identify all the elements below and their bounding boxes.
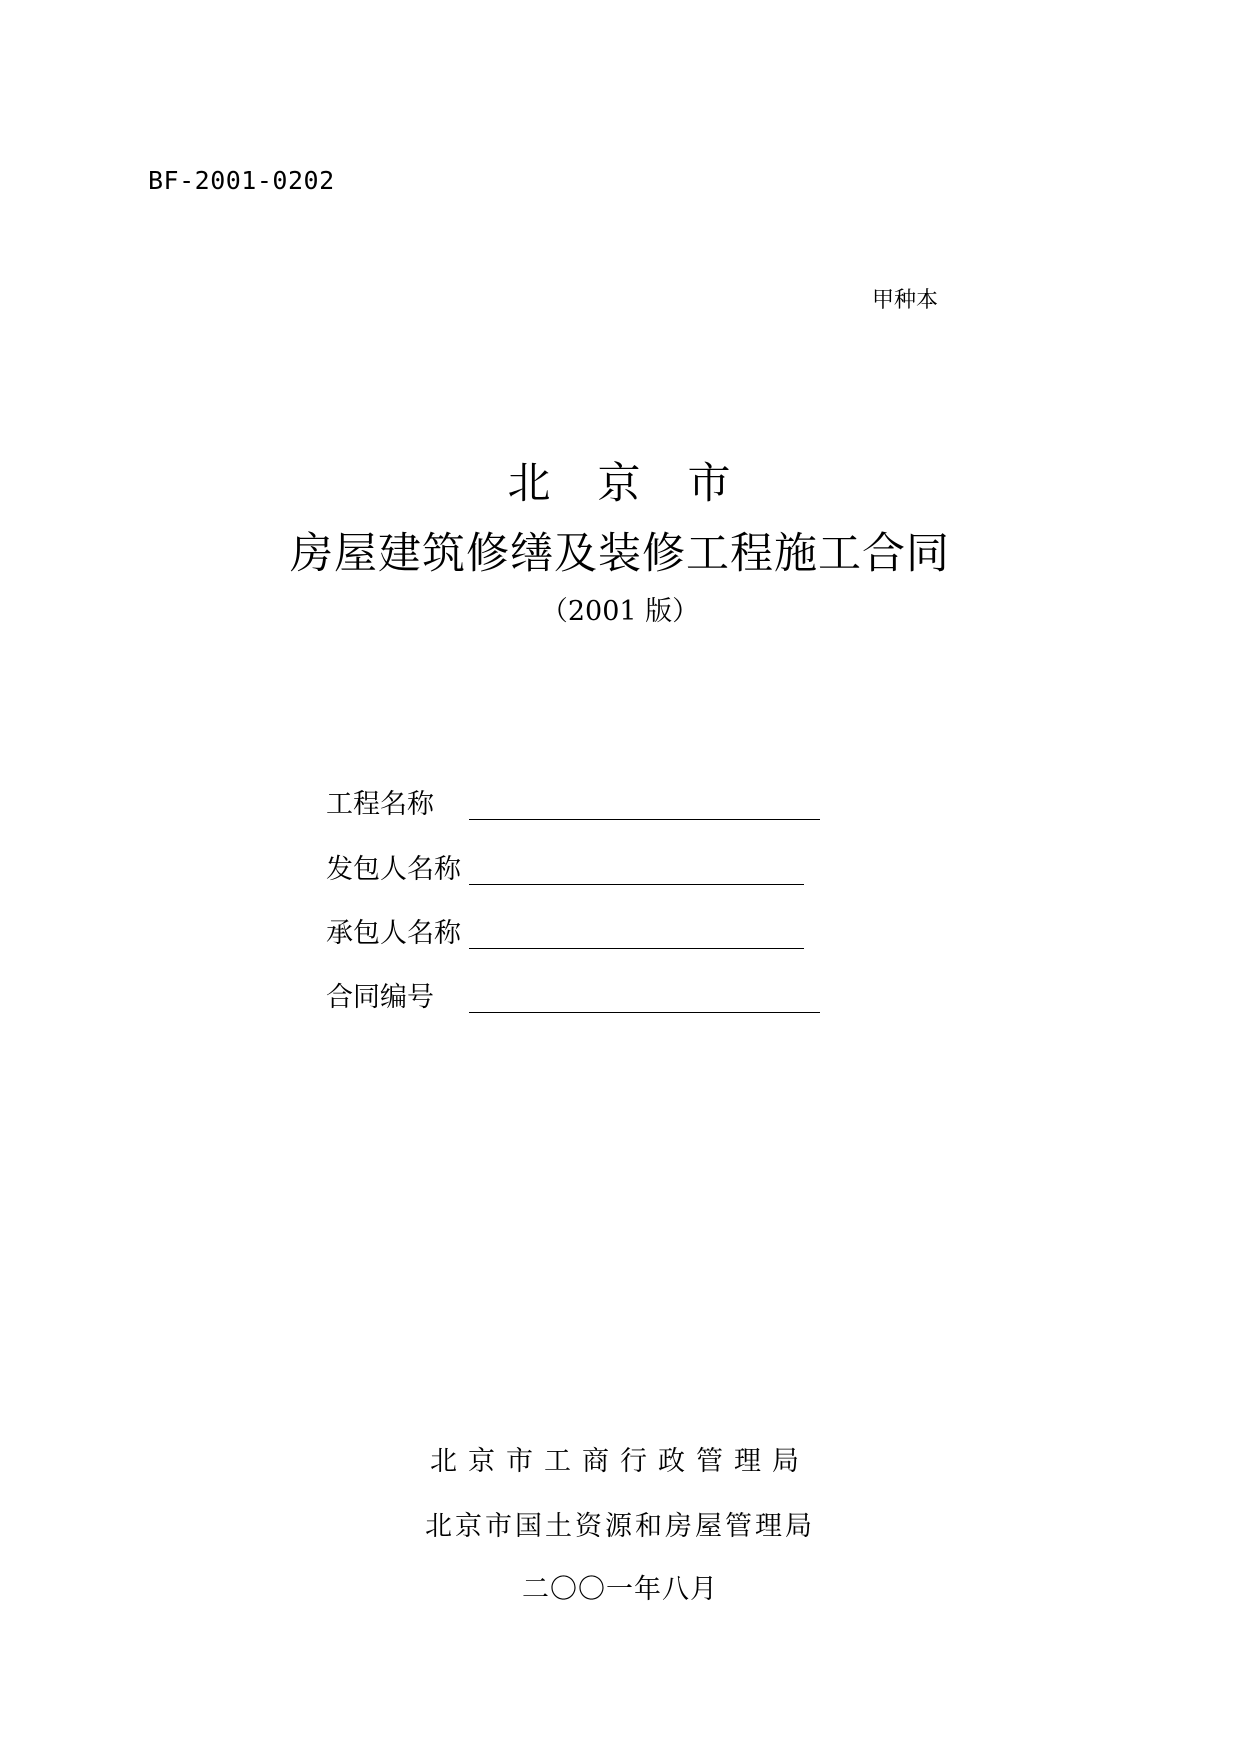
issuer-aic: 北京市工商行政管理局 (430, 1446, 810, 1477)
field-label: 发包人名称 (326, 854, 461, 885)
issuer-land-housing: 北京市国土资源和房屋管理局 (425, 1511, 815, 1542)
field-label: 工程名称 (326, 789, 434, 820)
field-employer-name (326, 847, 804, 887)
version-type-label: 甲种本 (872, 288, 939, 313)
blank-line (469, 884, 804, 885)
issue-date: 二〇〇一年八月 (522, 1574, 718, 1605)
field-label: 合同编号 (326, 982, 434, 1013)
edition-label: （2001 版） (540, 596, 700, 627)
blank-line (469, 1012, 820, 1013)
field-project-name (326, 782, 820, 822)
blank-line (469, 819, 820, 820)
document-code: BF-2001-0202 (148, 166, 335, 195)
title-city: 北 京 市 (507, 459, 733, 509)
page-title: 房屋建筑修缮及装修工程施工合同 (290, 529, 950, 579)
blank-line (469, 948, 804, 949)
field-label: 承包人名称 (326, 918, 461, 949)
field-contract-number (326, 975, 820, 1015)
field-contractor-name (326, 911, 804, 951)
